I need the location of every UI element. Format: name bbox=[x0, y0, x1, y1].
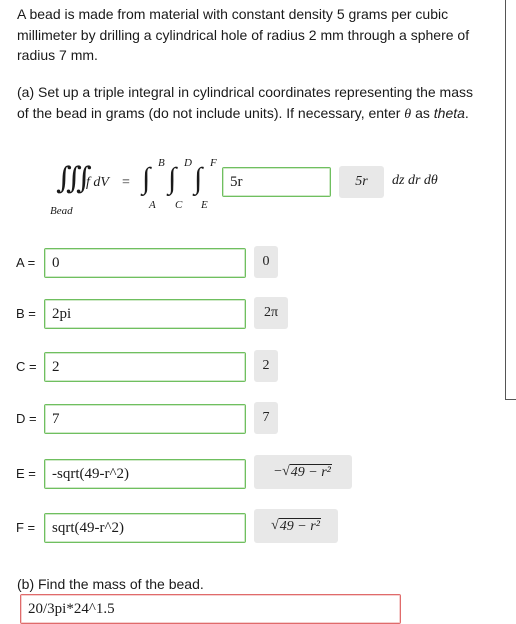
integrand-answer-text: 5r bbox=[355, 174, 368, 189]
input-b-value: 2pi bbox=[52, 305, 72, 322]
input-a[interactable] bbox=[44, 248, 246, 278]
input-e-value: -sqrt(49-r^2) bbox=[52, 465, 130, 482]
integrand-input-value: 5r bbox=[230, 173, 243, 190]
answer-c-badge bbox=[254, 350, 278, 382]
problem-intro: A bead is made from material with constant density 5 grams per cubic millimeter by drilling a cylindrical hole of radius 2 mm through a sphere of radius 7 mm. bbox=[17, 6, 470, 63]
label-f: F = bbox=[16, 520, 36, 535]
sqrt-icon: √ bbox=[271, 518, 279, 533]
answer-e-badge bbox=[254, 455, 352, 489]
label-a: A = bbox=[16, 255, 36, 270]
label-d: D = bbox=[16, 411, 37, 426]
theta-symbol: θ bbox=[404, 106, 412, 122]
answer-a-badge bbox=[254, 246, 278, 278]
answer-c-text: 2 bbox=[262, 358, 270, 373]
mass-answer-value: 20/3pi*24^1.5 bbox=[28, 600, 115, 617]
sqrt-icon: √ bbox=[282, 464, 290, 479]
answer-b-text: 2π bbox=[263, 305, 279, 320]
answer-e-sign: − bbox=[274, 464, 283, 479]
region-label: Bead bbox=[50, 205, 73, 217]
integrand-input[interactable] bbox=[222, 167, 331, 197]
answer-b-badge bbox=[254, 297, 288, 329]
part-a-middle: as bbox=[411, 104, 434, 121]
limit-a: A bbox=[149, 199, 156, 211]
answer-e-radicand: 49 − r² bbox=[290, 464, 331, 480]
lhs-integrand: f dV bbox=[86, 175, 109, 190]
limit-f: F bbox=[210, 157, 217, 169]
limit-c: C bbox=[175, 199, 183, 211]
triple-integral-sign: ∭ bbox=[56, 162, 92, 195]
input-d[interactable] bbox=[44, 404, 246, 434]
answer-d-badge bbox=[254, 402, 278, 434]
label-c: C = bbox=[16, 359, 37, 374]
part-a-end: . bbox=[464, 104, 469, 121]
input-f[interactable] bbox=[44, 513, 246, 543]
input-a-value: 0 bbox=[52, 254, 60, 271]
label-e: E = bbox=[16, 466, 36, 481]
limit-e: E bbox=[201, 199, 208, 211]
input-c[interactable] bbox=[44, 352, 246, 382]
input-f-value: sqrt(49-r^2) bbox=[52, 519, 125, 536]
answer-f-badge bbox=[254, 509, 338, 543]
inner-integral-sign: ∫ bbox=[194, 162, 203, 195]
answer-a-text: 0 bbox=[262, 254, 270, 269]
equals-sign: = bbox=[122, 175, 130, 190]
differentials: dz dr dθ bbox=[392, 173, 438, 188]
part-a-prefix: (a) Set up a triple integral in cylindrical coordinates representing the mass of the bead in grams (do not include units). If necessary, enter bbox=[17, 84, 474, 121]
input-d-value: 7 bbox=[52, 410, 60, 427]
outer-integral-sign: ∫ bbox=[142, 162, 151, 195]
part-b-prompt: (b) Find the mass of the bead. bbox=[17, 576, 204, 592]
theta-word: theta bbox=[433, 104, 465, 121]
input-c-value: 2 bbox=[52, 358, 60, 375]
answer-f-radicand: 49 − r² bbox=[279, 518, 320, 534]
integrand-answer-badge bbox=[339, 166, 384, 198]
answer-d-text: 7 bbox=[262, 410, 270, 425]
part-a-prompt bbox=[17, 82, 477, 125]
label-b: B = bbox=[16, 306, 36, 321]
input-b[interactable] bbox=[44, 299, 246, 329]
limit-d: D bbox=[184, 157, 192, 169]
input-e[interactable] bbox=[44, 459, 246, 489]
middle-integral-sign: ∫ bbox=[168, 162, 177, 195]
limit-b: B bbox=[158, 157, 165, 169]
